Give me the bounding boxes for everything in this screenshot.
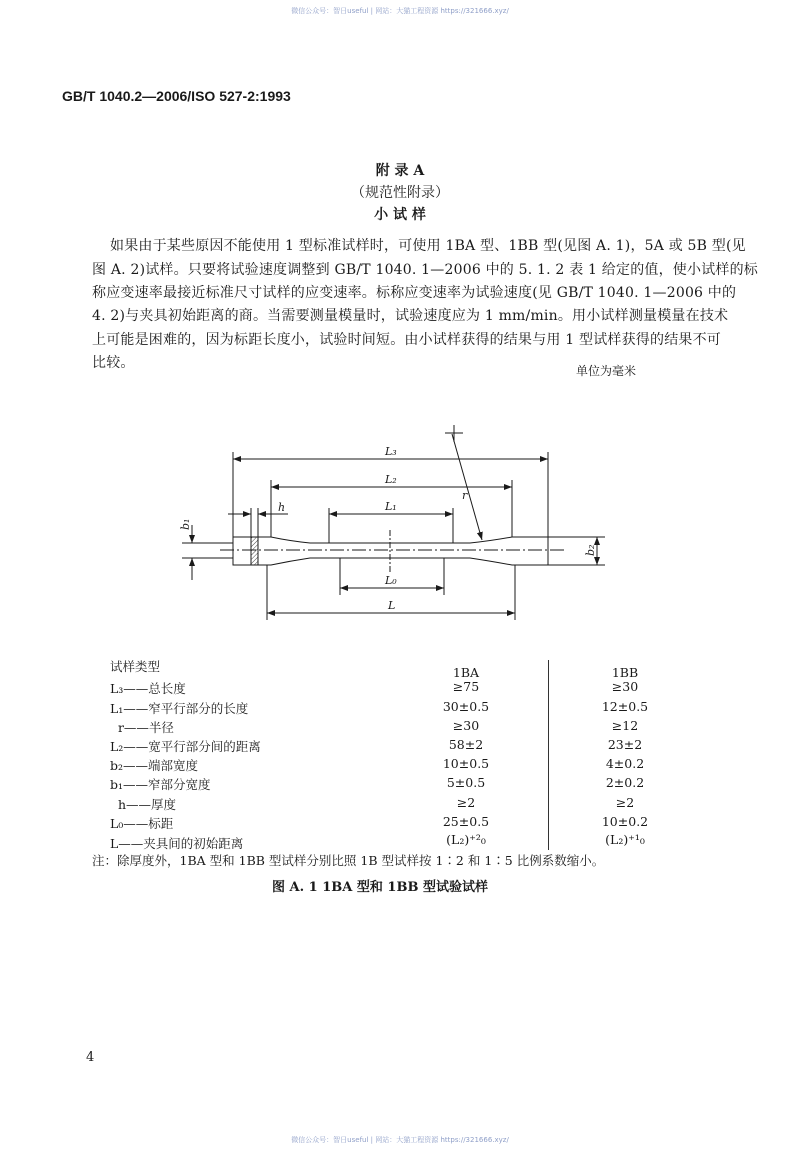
label-b2: b₂: [584, 544, 597, 556]
table-cell: 12±0.5: [601, 699, 649, 714]
watermark-bottom: 微信公众号：智日useful | 网站：大猫工程资源 https://321666.xyz/: [291, 1136, 509, 1144]
table-header-label: 试样类型: [110, 659, 161, 674]
table-cell: 4±0.2: [605, 756, 645, 771]
table-cell: ≥2: [456, 795, 476, 810]
table-cell: ≥30: [611, 679, 639, 694]
table-cell: 58±2: [448, 737, 484, 752]
table-header-1ba: 1BA: [452, 665, 480, 680]
label-L: L: [388, 599, 396, 612]
appendix-title: 附 录 A: [375, 163, 425, 179]
label-L0: L₀: [385, 574, 397, 587]
standard-header: GB/T 1040.2—2006/ISO 527-2:1993: [62, 88, 291, 104]
table-cell: ≥12: [611, 718, 639, 733]
table-cell: (L₂)⁺¹₀: [605, 832, 645, 847]
table-cell: 30±0.5: [442, 699, 490, 714]
table-row-label: b₂——端部宽度: [110, 758, 199, 773]
label-h: h: [278, 501, 286, 514]
table-row-label: L₀——标距: [110, 816, 174, 831]
table-row-label: r——半径: [110, 720, 174, 735]
unit-note: 单位为毫米: [576, 364, 637, 378]
page-number: 4: [86, 1050, 95, 1065]
table-cell: 5±0.5: [446, 775, 486, 790]
label-L3: L₃: [385, 445, 397, 458]
table-header-1bb: 1BB: [611, 665, 639, 680]
paragraph-line: 4. 2)与夹具初始距离的商。当需要测量模量时，试验速度应为 1 mm/min。用小试样测量模量在技术: [92, 308, 729, 324]
label-L1: L₁: [385, 500, 397, 513]
paragraph-line: 图 A. 2)试样。只要将试验速度调整到 GB/T 1040. 1—2006 中的 5. 1. 2 表 1 给定的值，使小试样的标: [92, 262, 759, 278]
appendix-heading: 小 试 样: [374, 207, 426, 223]
table-cell: 25±0.5: [442, 814, 490, 829]
table-cell: 10±0.2: [601, 814, 649, 829]
table-cell: ≥30: [452, 718, 480, 733]
paragraph-line: 称应变速率最接近标准尺寸试样的应变速率。标称应变速率为试验速度(见 GB/T 1040. 1—2006 中的: [92, 285, 737, 301]
table-row-label: L₂——宽平行部分间的距离: [110, 739, 261, 754]
table-row-label: h——厚度: [110, 797, 176, 812]
cross-section-hatch: [251, 537, 258, 565]
watermark-top: 微信公众号：智日useful | 网站：大猫工程资源 https://321666.xyz/: [291, 7, 509, 15]
paragraph-line: 如果由于某些原因不能使用 1 型标准试样时，可使用 1BA 型、1BB 型(见图 A. 1)，5A 或 5B 型(见: [110, 238, 746, 254]
figure-caption: 图 A. 1 1BA 型和 1BB 型试验试样: [272, 880, 488, 895]
table-row-label: L₃——总长度: [110, 681, 186, 696]
table-row-label: L₁——窄平行部分的长度: [110, 701, 249, 716]
paragraph-line: 上可能是困难的，因为标距长度小，试验时间短。由小试样获得的结果与用 1 型试样获得的结果不可: [92, 332, 722, 348]
table-cell: 2±0.2: [605, 775, 645, 790]
label-L2: L₂: [385, 473, 397, 486]
table-cell: ≥2: [615, 795, 635, 810]
table-cell: (L₂)⁺²₀: [446, 832, 486, 847]
label-b1: b₁: [179, 518, 192, 530]
appendix-subtitle: （规范性附录）: [351, 185, 449, 201]
table-divider: [548, 660, 549, 850]
table-cell: 23±2: [607, 737, 643, 752]
table-cell: 10±0.5: [442, 756, 490, 771]
paragraph-line: 比较。: [92, 355, 135, 371]
table-note: 注：除厚度外，1BA 型和 1BB 型试样分别比照 1B 型试样按 1∶2 和 1∶5 比例系数缩小。: [92, 853, 605, 868]
table-row-label: b₁——窄部分宽度: [110, 777, 211, 792]
table-row-label: L——夹具间的初始距离: [110, 836, 244, 851]
label-r: r: [462, 489, 468, 502]
table-cell: ≥75: [452, 679, 480, 694]
